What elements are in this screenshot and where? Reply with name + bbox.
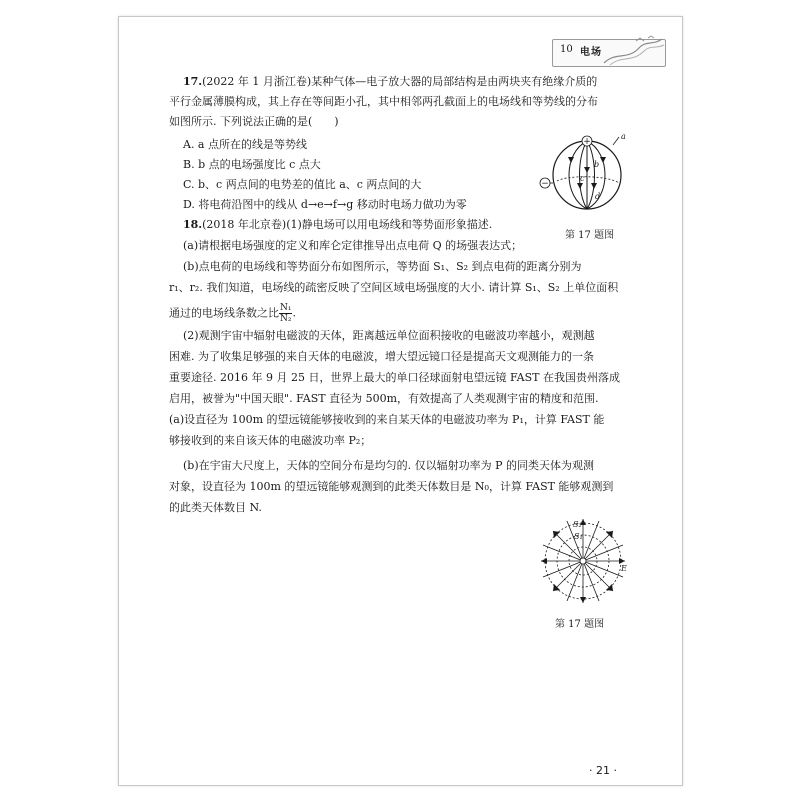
q18-line-1 (183, 218, 492, 232)
q18-part2-line-1: (2)观测宇宙中辐射电磁波的天体，距离越远单位面积接收的电磁波功率越小，观测越 (183, 329, 595, 342)
q18-line-1-text: (2018 年北京卷)(1)静电场可以用电场线和等势面形象描述. (202, 218, 493, 231)
q18-figure-caption: 第 17 题图 (555, 619, 605, 630)
q17-minus-label: − (541, 179, 549, 189)
q17-option-d: D. 将电荷沿图中的线从 d→e→f→g 移动时电场力做功为零 (183, 198, 467, 211)
q17-option-c: C. b、c 两点间的电势差的值比 a、c 两点间的大 (183, 178, 422, 191)
q17-field-figure (537, 133, 637, 219)
q17-figure-caption: 第 17 题图 (565, 230, 615, 241)
q18-label-s2: S₂ (573, 520, 582, 529)
q18-part2-line-3: 重要途径. 2016 年 9 月 25 日，世界上最大的单口径球面射电望远镜 FAST 在我国贵州落成 (169, 371, 620, 384)
chapter-header (554, 33, 666, 71)
q18-ratio-numerator: N₁ (280, 303, 292, 313)
q17-number: 17. (183, 75, 203, 88)
q17-line-3: 如图所示. 下列说法正确的是( ) (169, 115, 339, 128)
q18-part-b-line-3 (169, 303, 296, 324)
q17-option-a: A. a 点所在的线是等势线 (183, 138, 307, 151)
q18-label-s1: S₁ (574, 532, 583, 541)
q18-ratio-fraction (279, 303, 292, 324)
chapter-title: 电场 (580, 47, 602, 58)
q18-part2-line-6: 够接收到的来自该天体的电磁波功率 P₂； (169, 434, 372, 447)
book-page (118, 16, 683, 786)
q18-part-a: (a)请根据电场强度的定义和库仑定律推导出点电荷 Q 的场强表达式； (183, 239, 523, 252)
q18-part-b-last-text: 通过的电场线条数之比 (169, 306, 279, 320)
q18-point-charge-figure (537, 515, 629, 607)
q17-label-a: a (621, 133, 626, 141)
page-number: · 21 · (589, 764, 617, 777)
q18-number: 18. (183, 218, 203, 231)
q18-part2-line-4: 启用，被誉为"中国天眼". FAST 直径为 500m，有效提高了人类观测宇宙的精度和范围. (169, 392, 599, 405)
q18-part2b-line-1: (b)在宇宙大尺度上，天体的空间分布是均匀的. 仅以辐射功率为 P 的同类天体为观测 (183, 459, 595, 472)
q18-part-b-line-2: r₁、r₂. 我们知道，电场线的疏密反映了空间区域电场强度的大小. 请计算 S₁、S₂ 上单位面积 (169, 281, 619, 294)
q17-line-1-text: (2022 年 1 月浙江卷)某种气体—电子放大器的局部结构是由两块夹有绝缘介质的 (202, 75, 598, 88)
q18-part2b-line-3: 的此类天体数目 N. (169, 501, 262, 514)
wave-decoration-icon (596, 33, 666, 71)
q18-ratio-end: . (292, 306, 296, 320)
q17-label-c: c (580, 174, 585, 183)
q18-part2-line-5: (a)设直径为 100m 的望远镜能够接收到的来自某天体的电磁波功率为 P₁，计算 FAST 能 (169, 413, 605, 426)
q18-part2b-line-2: 对象，设直径为 100m 的望远镜能够观测到的此类天体数目是 N₀，计算 FAST 能够观测到 (169, 480, 614, 493)
q17-line-2: 平行金属薄膜构成，其上存在等间距小孔，其中相邻两孔截面上的电场线和等势线的分布 (169, 95, 598, 108)
q18-part-b-line-1: (b)点电荷的电场线和等势面分布如图所示，等势面 S₁、S₂ 到点电荷的距离分别为 (183, 260, 582, 273)
q18-label-e: E (621, 564, 627, 573)
q17-line-1 (183, 75, 597, 89)
chapter-number: 10 (560, 44, 573, 55)
q18-part2-line-2: 困难. 为了收集足够强的来自天体的电磁波，增大望远镜口径是提高天文观测能力的一条 (169, 350, 594, 363)
q17-label-b: b (594, 160, 600, 169)
q17-option-b: B. b 点的电场强度比 c 点大 (183, 158, 321, 171)
q18-ratio-denominator: N₂ (280, 314, 292, 324)
q17-label-d: d (595, 192, 601, 201)
q17-plus-label: + (583, 137, 591, 147)
